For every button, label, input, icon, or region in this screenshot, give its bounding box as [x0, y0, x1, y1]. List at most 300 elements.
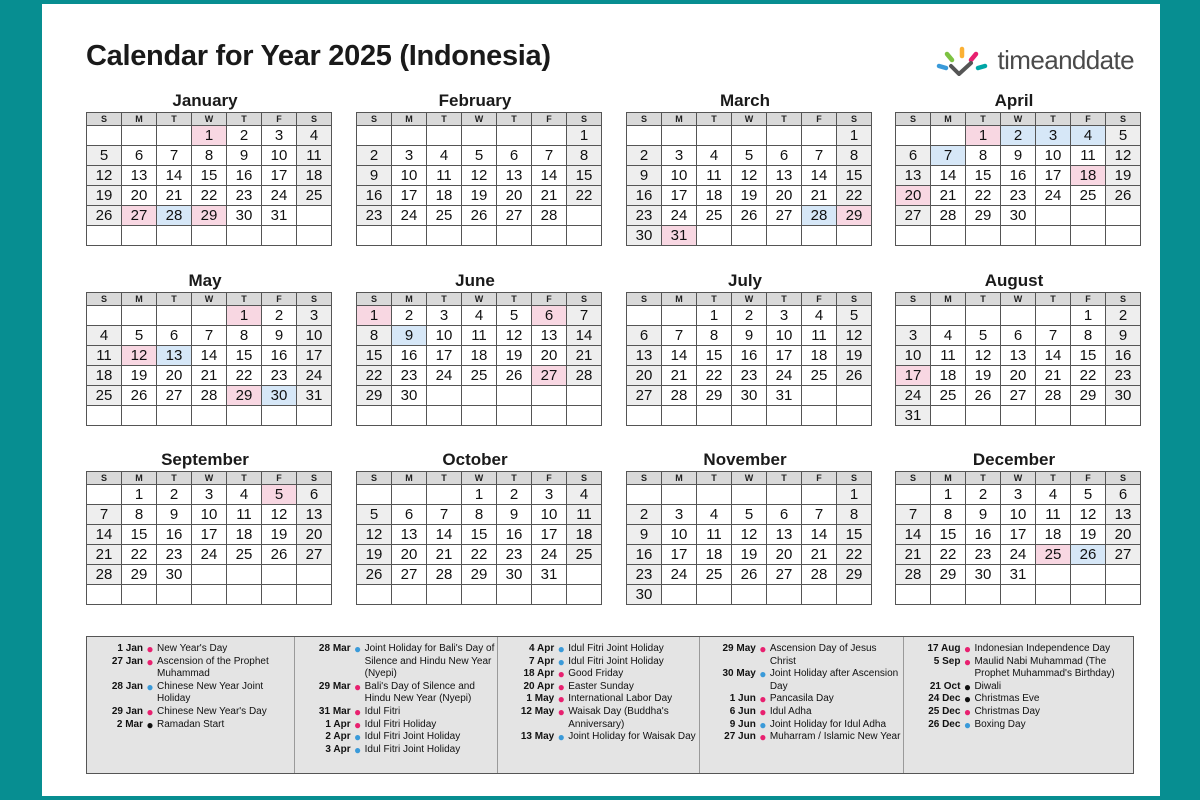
day-cell[interactable]: 25 [931, 386, 966, 406]
day-cell[interactable]: 7 [931, 146, 966, 166]
day-cell[interactable]: 15 [837, 525, 872, 545]
day-cell[interactable]: 23 [966, 545, 1001, 565]
day-cell[interactable]: 14 [802, 525, 837, 545]
day-cell[interactable]: 21 [87, 545, 122, 565]
day-cell[interactable]: 19 [837, 346, 872, 366]
day-cell[interactable]: 9 [627, 166, 662, 186]
day-cell[interactable]: 9 [157, 505, 192, 525]
day-cell[interactable]: 22 [122, 545, 157, 565]
day-cell[interactable]: 16 [392, 346, 427, 366]
day-cell[interactable]: 5 [837, 306, 872, 326]
day-cell[interactable]: 9 [1001, 146, 1036, 166]
day-cell[interactable]: 5 [1106, 126, 1141, 146]
day-cell[interactable]: 25 [227, 545, 262, 565]
day-cell[interactable]: 28 [567, 366, 602, 386]
day-cell[interactable]: 9 [262, 326, 297, 346]
day-cell[interactable]: 30 [1001, 206, 1036, 226]
day-cell[interactable]: 29 [1071, 386, 1106, 406]
day-cell[interactable]: 22 [192, 186, 227, 206]
day-cell[interactable]: 11 [567, 505, 602, 525]
day-cell[interactable]: 11 [427, 166, 462, 186]
day-cell[interactable]: 15 [357, 346, 392, 366]
day-cell[interactable]: 6 [627, 326, 662, 346]
day-cell[interactable]: 9 [627, 525, 662, 545]
day-cell[interactable]: 10 [1001, 505, 1036, 525]
day-cell[interactable]: 18 [227, 525, 262, 545]
day-cell[interactable]: 29 [837, 565, 872, 585]
day-cell[interactable]: 20 [767, 545, 802, 565]
day-cell[interactable]: 29 [357, 386, 392, 406]
day-cell[interactable]: 24 [662, 206, 697, 226]
day-cell[interactable]: 16 [357, 186, 392, 206]
day-cell[interactable]: 2 [262, 306, 297, 326]
day-cell[interactable]: 20 [392, 545, 427, 565]
day-cell[interactable]: 27 [157, 386, 192, 406]
day-cell[interactable]: 4 [227, 485, 262, 505]
day-cell[interactable]: 29 [462, 565, 497, 585]
day-cell[interactable]: 23 [357, 206, 392, 226]
day-cell[interactable]: 7 [896, 505, 931, 525]
day-cell[interactable]: 24 [1001, 545, 1036, 565]
day-cell[interactable]: 10 [662, 166, 697, 186]
day-cell[interactable]: 18 [697, 186, 732, 206]
day-cell[interactable]: 6 [896, 146, 931, 166]
day-cell[interactable]: 7 [532, 146, 567, 166]
day-cell[interactable]: 8 [966, 146, 1001, 166]
day-cell[interactable]: 31 [767, 386, 802, 406]
day-cell[interactable]: 7 [802, 146, 837, 166]
day-cell[interactable]: 4 [697, 146, 732, 166]
day-cell[interactable]: 16 [627, 186, 662, 206]
day-cell[interactable]: 17 [532, 525, 567, 545]
day-cell[interactable]: 30 [262, 386, 297, 406]
day-cell[interactable]: 2 [357, 146, 392, 166]
day-cell[interactable]: 16 [262, 346, 297, 366]
day-cell[interactable]: 1 [122, 485, 157, 505]
day-cell[interactable]: 26 [497, 366, 532, 386]
day-cell[interactable]: 20 [896, 186, 931, 206]
day-cell[interactable]: 29 [837, 206, 872, 226]
day-cell[interactable]: 27 [122, 206, 157, 226]
day-cell[interactable]: 28 [87, 565, 122, 585]
day-cell[interactable]: 13 [497, 166, 532, 186]
day-cell[interactable]: 24 [427, 366, 462, 386]
day-cell[interactable]: 27 [1106, 545, 1141, 565]
day-cell[interactable]: 11 [1071, 146, 1106, 166]
day-cell[interactable]: 17 [192, 525, 227, 545]
day-cell[interactable]: 15 [837, 166, 872, 186]
day-cell[interactable]: 17 [662, 186, 697, 206]
day-cell[interactable]: 12 [1071, 505, 1106, 525]
day-cell[interactable]: 15 [122, 525, 157, 545]
day-cell[interactable]: 28 [157, 206, 192, 226]
day-cell[interactable]: 14 [87, 525, 122, 545]
day-cell[interactable]: 5 [462, 146, 497, 166]
day-cell[interactable]: 22 [837, 186, 872, 206]
day-cell[interactable]: 1 [966, 126, 1001, 146]
day-cell[interactable]: 31 [262, 206, 297, 226]
day-cell[interactable]: 5 [732, 505, 767, 525]
day-cell[interactable]: 19 [966, 366, 1001, 386]
day-cell[interactable]: 14 [896, 525, 931, 545]
day-cell[interactable]: 30 [227, 206, 262, 226]
day-cell[interactable]: 18 [697, 545, 732, 565]
day-cell[interactable]: 16 [966, 525, 1001, 545]
day-cell[interactable]: 9 [227, 146, 262, 166]
day-cell[interactable]: 2 [732, 306, 767, 326]
day-cell[interactable]: 8 [192, 146, 227, 166]
day-cell[interactable]: 14 [157, 166, 192, 186]
day-cell[interactable]: 25 [697, 565, 732, 585]
day-cell[interactable]: 21 [427, 545, 462, 565]
day-cell[interactable]: 15 [462, 525, 497, 545]
day-cell[interactable]: 3 [262, 126, 297, 146]
day-cell[interactable]: 17 [896, 366, 931, 386]
day-cell[interactable]: 20 [767, 186, 802, 206]
day-cell[interactable]: 1 [567, 126, 602, 146]
day-cell[interactable]: 3 [1036, 126, 1071, 146]
day-cell[interactable]: 5 [262, 485, 297, 505]
day-cell[interactable]: 22 [462, 545, 497, 565]
day-cell[interactable]: 12 [732, 166, 767, 186]
day-cell[interactable]: 18 [462, 346, 497, 366]
day-cell[interactable]: 17 [262, 166, 297, 186]
day-cell[interactable]: 25 [87, 386, 122, 406]
day-cell[interactable]: 12 [497, 326, 532, 346]
day-cell[interactable]: 22 [697, 366, 732, 386]
day-cell[interactable]: 8 [837, 146, 872, 166]
day-cell[interactable]: 14 [567, 326, 602, 346]
day-cell[interactable]: 25 [1071, 186, 1106, 206]
day-cell[interactable]: 14 [427, 525, 462, 545]
day-cell[interactable]: 1 [227, 306, 262, 326]
day-cell[interactable]: 28 [896, 565, 931, 585]
day-cell[interactable]: 13 [627, 346, 662, 366]
day-cell[interactable]: 8 [837, 505, 872, 525]
day-cell[interactable]: 9 [1106, 326, 1141, 346]
day-cell[interactable]: 4 [87, 326, 122, 346]
day-cell[interactable]: 11 [802, 326, 837, 346]
day-cell[interactable]: 29 [966, 206, 1001, 226]
day-cell[interactable]: 17 [1001, 525, 1036, 545]
day-cell[interactable]: 21 [157, 186, 192, 206]
day-cell[interactable]: 9 [497, 505, 532, 525]
day-cell[interactable]: 6 [497, 146, 532, 166]
day-cell[interactable]: 5 [357, 505, 392, 525]
day-cell[interactable]: 19 [357, 545, 392, 565]
day-cell[interactable]: 8 [1071, 326, 1106, 346]
day-cell[interactable]: 28 [427, 565, 462, 585]
day-cell[interactable]: 11 [227, 505, 262, 525]
day-cell[interactable]: 10 [262, 146, 297, 166]
day-cell[interactable]: 31 [532, 565, 567, 585]
day-cell[interactable]: 3 [896, 326, 931, 346]
day-cell[interactable]: 1 [462, 485, 497, 505]
day-cell[interactable]: 15 [567, 166, 602, 186]
day-cell[interactable]: 16 [1106, 346, 1141, 366]
day-cell[interactable]: 2 [1106, 306, 1141, 326]
day-cell[interactable]: 20 [297, 525, 332, 545]
day-cell[interactable]: 13 [392, 525, 427, 545]
day-cell[interactable]: 1 [697, 306, 732, 326]
brand-logo[interactable] [935, 42, 1134, 78]
day-cell[interactable]: 27 [627, 386, 662, 406]
day-cell[interactable]: 26 [1106, 186, 1141, 206]
day-cell[interactable]: 3 [767, 306, 802, 326]
day-cell[interactable]: 8 [227, 326, 262, 346]
day-cell[interactable]: 12 [87, 166, 122, 186]
day-cell[interactable]: 2 [627, 505, 662, 525]
day-cell[interactable]: 18 [297, 166, 332, 186]
day-cell[interactable]: 24 [1036, 186, 1071, 206]
day-cell[interactable]: 24 [297, 366, 332, 386]
day-cell[interactable]: 4 [697, 505, 732, 525]
day-cell[interactable]: 27 [767, 206, 802, 226]
day-cell[interactable]: 15 [966, 166, 1001, 186]
day-cell[interactable]: 2 [497, 485, 532, 505]
day-cell[interactable]: 5 [966, 326, 1001, 346]
day-cell[interactable]: 16 [627, 545, 662, 565]
day-cell[interactable]: 6 [532, 306, 567, 326]
day-cell[interactable]: 19 [122, 366, 157, 386]
day-cell[interactable]: 4 [297, 126, 332, 146]
day-cell[interactable]: 27 [896, 206, 931, 226]
day-cell[interactable]: 20 [1106, 525, 1141, 545]
day-cell[interactable]: 11 [931, 346, 966, 366]
day-cell[interactable]: 8 [462, 505, 497, 525]
day-cell[interactable]: 10 [896, 346, 931, 366]
day-cell[interactable]: 6 [122, 146, 157, 166]
day-cell[interactable]: 1 [931, 485, 966, 505]
day-cell[interactable]: 31 [896, 406, 931, 426]
day-cell[interactable]: 13 [297, 505, 332, 525]
day-cell[interactable]: 24 [662, 565, 697, 585]
day-cell[interactable]: 17 [767, 346, 802, 366]
day-cell[interactable]: 24 [262, 186, 297, 206]
day-cell[interactable]: 26 [732, 565, 767, 585]
day-cell[interactable]: 26 [1071, 545, 1106, 565]
day-cell[interactable]: 11 [1036, 505, 1071, 525]
day-cell[interactable]: 16 [157, 525, 192, 545]
day-cell[interactable]: 4 [567, 485, 602, 505]
day-cell[interactable]: 27 [767, 565, 802, 585]
day-cell[interactable]: 31 [662, 226, 697, 246]
day-cell[interactable]: 14 [192, 346, 227, 366]
day-cell[interactable]: 6 [157, 326, 192, 346]
day-cell[interactable]: 22 [966, 186, 1001, 206]
day-cell[interactable]: 7 [802, 505, 837, 525]
day-cell[interactable]: 28 [662, 386, 697, 406]
day-cell[interactable]: 13 [1001, 346, 1036, 366]
day-cell[interactable]: 29 [931, 565, 966, 585]
day-cell[interactable]: 24 [392, 206, 427, 226]
day-cell[interactable]: 15 [697, 346, 732, 366]
day-cell[interactable]: 14 [662, 346, 697, 366]
day-cell[interactable]: 18 [567, 525, 602, 545]
day-cell[interactable]: 2 [392, 306, 427, 326]
day-cell[interactable]: 2 [227, 126, 262, 146]
day-cell[interactable]: 2 [627, 146, 662, 166]
day-cell[interactable]: 22 [837, 545, 872, 565]
day-cell[interactable]: 13 [157, 346, 192, 366]
day-cell[interactable]: 28 [802, 206, 837, 226]
day-cell[interactable]: 7 [1036, 326, 1071, 346]
day-cell[interactable]: 27 [532, 366, 567, 386]
day-cell[interactable]: 13 [532, 326, 567, 346]
day-cell[interactable]: 29 [122, 565, 157, 585]
day-cell[interactable]: 22 [1071, 366, 1106, 386]
day-cell[interactable]: 10 [662, 525, 697, 545]
day-cell[interactable]: 13 [767, 166, 802, 186]
day-cell[interactable]: 10 [767, 326, 802, 346]
day-cell[interactable]: 4 [802, 306, 837, 326]
day-cell[interactable]: 23 [157, 545, 192, 565]
day-cell[interactable]: 12 [122, 346, 157, 366]
day-cell[interactable]: 5 [87, 146, 122, 166]
day-cell[interactable]: 24 [532, 545, 567, 565]
day-cell[interactable]: 4 [931, 326, 966, 346]
day-cell[interactable]: 13 [767, 525, 802, 545]
day-cell[interactable]: 3 [392, 146, 427, 166]
day-cell[interactable]: 28 [802, 565, 837, 585]
day-cell[interactable]: 30 [627, 585, 662, 605]
day-cell[interactable]: 9 [732, 326, 767, 346]
day-cell[interactable]: 27 [497, 206, 532, 226]
day-cell[interactable]: 24 [192, 545, 227, 565]
day-cell[interactable]: 5 [497, 306, 532, 326]
day-cell[interactable]: 6 [297, 485, 332, 505]
day-cell[interactable]: 29 [227, 386, 262, 406]
day-cell[interactable]: 23 [627, 565, 662, 585]
day-cell[interactable]: 23 [392, 366, 427, 386]
day-cell[interactable]: 26 [732, 206, 767, 226]
day-cell[interactable]: 26 [262, 545, 297, 565]
day-cell[interactable]: 18 [427, 186, 462, 206]
day-cell[interactable]: 23 [1001, 186, 1036, 206]
day-cell[interactable]: 11 [87, 346, 122, 366]
day-cell[interactable]: 21 [567, 346, 602, 366]
day-cell[interactable]: 17 [1036, 166, 1071, 186]
day-cell[interactable]: 10 [1036, 146, 1071, 166]
day-cell[interactable]: 17 [297, 346, 332, 366]
day-cell[interactable]: 18 [87, 366, 122, 386]
day-cell[interactable]: 25 [697, 206, 732, 226]
day-cell[interactable]: 27 [1001, 386, 1036, 406]
day-cell[interactable]: 8 [122, 505, 157, 525]
day-cell[interactable]: 20 [122, 186, 157, 206]
day-cell[interactable]: 26 [122, 386, 157, 406]
day-cell[interactable]: 9 [357, 166, 392, 186]
day-cell[interactable]: 3 [532, 485, 567, 505]
day-cell[interactable]: 28 [192, 386, 227, 406]
day-cell[interactable]: 26 [87, 206, 122, 226]
day-cell[interactable]: 6 [1001, 326, 1036, 346]
day-cell[interactable]: 25 [297, 186, 332, 206]
day-cell[interactable]: 9 [966, 505, 1001, 525]
day-cell[interactable]: 3 [1001, 485, 1036, 505]
day-cell[interactable]: 22 [931, 545, 966, 565]
day-cell[interactable]: 30 [966, 565, 1001, 585]
day-cell[interactable]: 19 [87, 186, 122, 206]
day-cell[interactable]: 16 [732, 346, 767, 366]
day-cell[interactable]: 1 [837, 485, 872, 505]
day-cell[interactable]: 10 [192, 505, 227, 525]
day-cell[interactable]: 6 [767, 146, 802, 166]
day-cell[interactable]: 12 [462, 166, 497, 186]
day-cell[interactable]: 29 [192, 206, 227, 226]
day-cell[interactable]: 20 [627, 366, 662, 386]
day-cell[interactable]: 19 [1071, 525, 1106, 545]
day-cell[interactable]: 8 [697, 326, 732, 346]
day-cell[interactable]: 6 [767, 505, 802, 525]
day-cell[interactable]: 10 [532, 505, 567, 525]
day-cell[interactable]: 25 [427, 206, 462, 226]
day-cell[interactable]: 20 [1001, 366, 1036, 386]
day-cell[interactable]: 27 [392, 565, 427, 585]
day-cell[interactable]: 15 [192, 166, 227, 186]
day-cell[interactable]: 25 [1036, 545, 1071, 565]
day-cell[interactable]: 19 [732, 545, 767, 565]
day-cell[interactable]: 24 [767, 366, 802, 386]
day-cell[interactable]: 10 [392, 166, 427, 186]
day-cell[interactable]: 23 [497, 545, 532, 565]
day-cell[interactable]: 3 [297, 306, 332, 326]
day-cell[interactable]: 24 [896, 386, 931, 406]
day-cell[interactable]: 21 [896, 545, 931, 565]
day-cell[interactable]: 23 [732, 366, 767, 386]
day-cell[interactable]: 18 [1036, 525, 1071, 545]
day-cell[interactable]: 1 [1071, 306, 1106, 326]
day-cell[interactable]: 11 [297, 146, 332, 166]
day-cell[interactable]: 14 [931, 166, 966, 186]
day-cell[interactable]: 3 [427, 306, 462, 326]
day-cell[interactable]: 22 [227, 366, 262, 386]
day-cell[interactable]: 12 [262, 505, 297, 525]
day-cell[interactable]: 21 [662, 366, 697, 386]
day-cell[interactable]: 10 [427, 326, 462, 346]
day-cell[interactable]: 12 [837, 326, 872, 346]
day-cell[interactable]: 12 [1106, 146, 1141, 166]
day-cell[interactable]: 2 [1001, 126, 1036, 146]
day-cell[interactable]: 5 [1071, 485, 1106, 505]
day-cell[interactable]: 7 [192, 326, 227, 346]
day-cell[interactable]: 26 [837, 366, 872, 386]
day-cell[interactable]: 15 [227, 346, 262, 366]
day-cell[interactable]: 18 [1071, 166, 1106, 186]
day-cell[interactable]: 18 [802, 346, 837, 366]
day-cell[interactable]: 4 [427, 146, 462, 166]
day-cell[interactable]: 19 [732, 186, 767, 206]
day-cell[interactable]: 21 [802, 545, 837, 565]
day-cell[interactable]: 28 [931, 206, 966, 226]
day-cell[interactable]: 11 [697, 166, 732, 186]
day-cell[interactable]: 30 [732, 386, 767, 406]
day-cell[interactable]: 21 [1036, 366, 1071, 386]
day-cell[interactable]: 22 [567, 186, 602, 206]
day-cell[interactable]: 17 [427, 346, 462, 366]
day-cell[interactable]: 21 [192, 366, 227, 386]
day-cell[interactable]: 13 [896, 166, 931, 186]
day-cell[interactable]: 1 [837, 126, 872, 146]
day-cell[interactable]: 19 [462, 186, 497, 206]
day-cell[interactable]: 23 [627, 206, 662, 226]
day-cell[interactable]: 22 [357, 366, 392, 386]
day-cell[interactable]: 9 [392, 326, 427, 346]
day-cell[interactable]: 31 [1001, 565, 1036, 585]
day-cell[interactable]: 15 [1071, 346, 1106, 366]
day-cell[interactable]: 7 [662, 326, 697, 346]
day-cell[interactable]: 15 [931, 525, 966, 545]
